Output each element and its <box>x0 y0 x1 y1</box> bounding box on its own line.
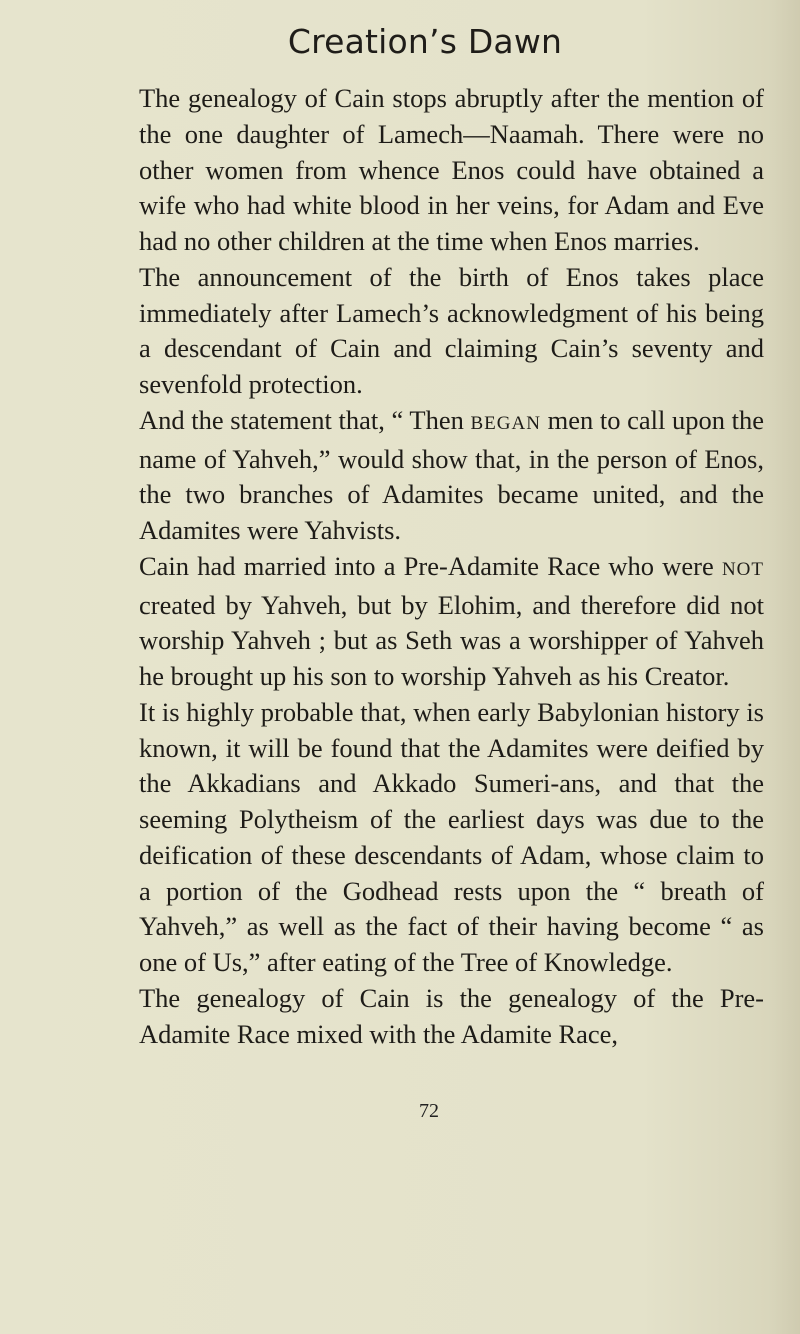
paragraph-4 <box>139 549 764 695</box>
paragraph-1: The genealogy of Cain stops abruptly after the mention of the one daughter of Lamech—Naamah. There were no other women from whence Enos could have obtained a wife who had white blood in her veins, for Adam and Eve had no other children at the time when Enos marries. <box>139 83 764 256</box>
page-number: 72 <box>419 1100 439 1122</box>
paragraph-5: It is highly probable that, when early Babylonian history is known, it will be found that the Adamites were deified by the Akkadians and Akkado Sumeri-ans, and that the seeming Polytheism of the earliest days was due to the deification of these descendants of Adam, whose claim to a portion of the Godhead rests upon the “ breath of Yahveh,” as well as the fact of their having become “ as one of Us,” after eating of the Tree of Knowledge. <box>139 696 764 977</box>
paragraph-2: The announcement of the birth of Enos takes place immediately after Lamech’s acknowledgment of his being a descendant of Cain and claiming Cain’s seventy and sevenfold protection. <box>139 261 764 399</box>
running-title: Creation’s Dawn <box>287 22 563 61</box>
paragraph-4-text-end: created by Yahveh, but by Elohim, and therefore did not worship Yahveh ; but as Seth was a worshipper of Yahveh he brought up his son to worship Yahveh as his Creator. <box>139 589 764 691</box>
paragraph-6: The genealogy of Cain is the genealogy of the Pre-Adamite Race mixed with the Adamite Race, <box>139 982 764 1049</box>
paragraph-3 <box>139 403 764 549</box>
paragraph-3-text-start: And the statement that, “ Then <box>139 404 471 435</box>
paragraph-3-text-end: men to call upon the name of Yahveh,” would show that, in the person of Enos, the two branches of Adamites became united, and the Adamites were Yahvists. <box>139 404 764 545</box>
body-text <box>139 81 764 1052</box>
small-caps-began: BEGAN <box>470 412 541 434</box>
small-caps-not: NOT <box>721 558 764 580</box>
paragraph-4-text-start: Cain had married into a Pre-Adamite Race who were <box>139 550 722 581</box>
